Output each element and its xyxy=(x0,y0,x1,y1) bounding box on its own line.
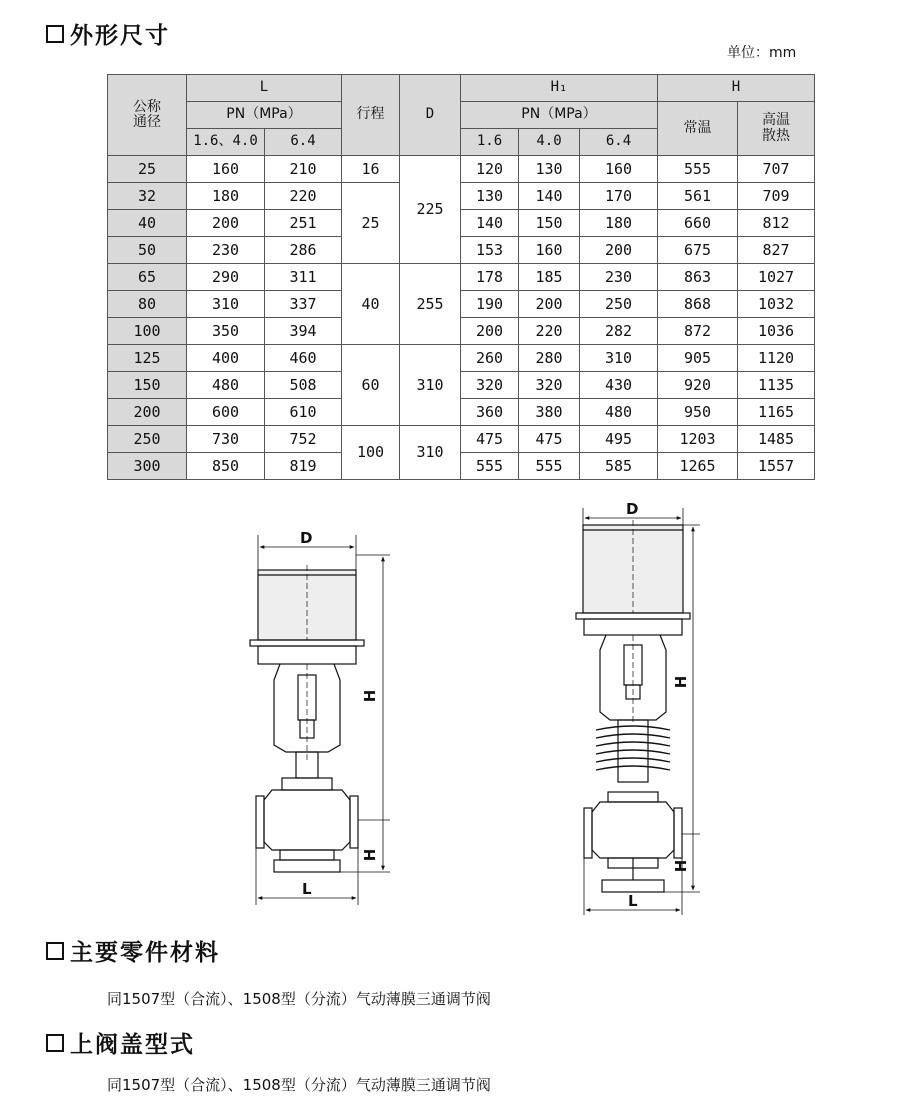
l-pn1-header: 1.6、4.0 xyxy=(187,129,265,156)
l1-cell: 160 xyxy=(187,156,265,183)
dn-cell: 125 xyxy=(108,345,187,372)
hn-cell: 872 xyxy=(658,318,738,345)
hn-cell: 905 xyxy=(658,345,738,372)
l2-cell: 752 xyxy=(265,426,342,453)
high-temp-valve-drawing xyxy=(576,508,700,915)
stroke-cell: 40 xyxy=(342,264,400,345)
right-h-label: H xyxy=(672,675,690,689)
dimensions-title-text: 外形尺寸 xyxy=(70,23,170,49)
h1c-cell: 282 xyxy=(580,318,658,345)
stroke-cell: 25 xyxy=(342,183,400,264)
hn-cell: 1203 xyxy=(658,426,738,453)
l2-cell: 610 xyxy=(265,399,342,426)
materials-text: 同1507型（合流）、1508型（分流）气动薄膜三通调节阀 xyxy=(107,990,491,1008)
materials-title-text: 主要零件材料 xyxy=(70,940,220,966)
bonnet-title-text: 上阀盖型式 xyxy=(70,1032,195,1058)
nominal-diameter-header: 公称 通径 xyxy=(108,75,187,156)
l2-cell: 508 xyxy=(265,372,342,399)
hh-cell: 812 xyxy=(738,210,815,237)
h1a-cell: 360 xyxy=(461,399,519,426)
l2-cell: 460 xyxy=(265,345,342,372)
dn-cell: 300 xyxy=(108,453,187,480)
materials-section-title xyxy=(46,934,220,967)
h-header: H xyxy=(658,75,815,102)
hn-cell: 863 xyxy=(658,264,738,291)
h1a-cell: 130 xyxy=(461,183,519,210)
right-l-label: L xyxy=(628,892,638,910)
h1a-cell: 320 xyxy=(461,372,519,399)
dn-cell: 150 xyxy=(108,372,187,399)
hh-cell: 827 xyxy=(738,237,815,264)
h1a-cell: 260 xyxy=(461,345,519,372)
h1-pn2-header: 4.0 xyxy=(519,129,580,156)
l1-cell: 310 xyxy=(187,291,265,318)
stroke-cell: 60 xyxy=(342,345,400,426)
h1b-cell: 130 xyxy=(519,156,580,183)
hh-cell: 709 xyxy=(738,183,815,210)
hh-cell: 1032 xyxy=(738,291,815,318)
h1b-cell: 150 xyxy=(519,210,580,237)
h1a-cell: 178 xyxy=(461,264,519,291)
hh-cell: 1135 xyxy=(738,372,815,399)
l1-cell: 600 xyxy=(187,399,265,426)
h1b-cell: 220 xyxy=(519,318,580,345)
normal-temp-header: 常温 xyxy=(658,102,738,156)
hn-cell: 950 xyxy=(658,399,738,426)
h1c-cell: 230 xyxy=(580,264,658,291)
stroke-cell: 16 xyxy=(342,156,400,183)
hn-cell: 660 xyxy=(658,210,738,237)
hn-cell: 920 xyxy=(658,372,738,399)
h1b-cell: 160 xyxy=(519,237,580,264)
h1b-cell: 280 xyxy=(519,345,580,372)
h1c-cell: 200 xyxy=(580,237,658,264)
h1c-cell: 170 xyxy=(580,183,658,210)
h1c-cell: 495 xyxy=(580,426,658,453)
l-header: L xyxy=(187,75,342,102)
d-cell: 310 xyxy=(400,345,461,426)
left-l-label: L xyxy=(302,880,312,898)
l1-cell: 350 xyxy=(187,318,265,345)
l2-cell: 220 xyxy=(265,183,342,210)
hh-cell: 1120 xyxy=(738,345,815,372)
h1b-cell: 185 xyxy=(519,264,580,291)
h1-header: H₁ xyxy=(461,75,658,102)
h1c-cell: 430 xyxy=(580,372,658,399)
dn-cell: 65 xyxy=(108,264,187,291)
hn-cell: 675 xyxy=(658,237,738,264)
l1-cell: 730 xyxy=(187,426,265,453)
l-pn-header: PN（MPa） xyxy=(187,102,342,129)
right-d-label: D xyxy=(626,500,639,518)
h1c-cell: 310 xyxy=(580,345,658,372)
h1b-cell: 200 xyxy=(519,291,580,318)
h1a-cell: 153 xyxy=(461,237,519,264)
h1a-cell: 140 xyxy=(461,210,519,237)
unit-label: 单位：mm xyxy=(727,45,797,61)
left-d-label: D xyxy=(300,529,313,547)
dn-cell: 25 xyxy=(108,156,187,183)
h1b-cell: 475 xyxy=(519,426,580,453)
hh-cell: 1027 xyxy=(738,264,815,291)
hh-cell: 1557 xyxy=(738,453,815,480)
l1-cell: 480 xyxy=(187,372,265,399)
h1-pn3-header: 6.4 xyxy=(580,129,658,156)
bonnet-text: 同1507型（合流）、1508型（分流）气动薄膜三通调节阀 xyxy=(107,1076,491,1094)
l2-cell: 210 xyxy=(265,156,342,183)
l2-cell: 251 xyxy=(265,210,342,237)
hn-cell: 868 xyxy=(658,291,738,318)
h1a-cell: 475 xyxy=(461,426,519,453)
stroke-header: 行程 xyxy=(342,75,400,156)
l2-cell: 286 xyxy=(265,237,342,264)
hh-cell: 707 xyxy=(738,156,815,183)
dn-cell: 50 xyxy=(108,237,187,264)
l1-cell: 290 xyxy=(187,264,265,291)
left-h-label: H xyxy=(361,689,379,703)
h1b-cell: 320 xyxy=(519,372,580,399)
h1c-cell: 180 xyxy=(580,210,658,237)
right-h1-label: H xyxy=(672,859,690,873)
checkbox-icon xyxy=(46,1034,64,1052)
hn-cell: 561 xyxy=(658,183,738,210)
dn-cell: 250 xyxy=(108,426,187,453)
l1-cell: 180 xyxy=(187,183,265,210)
h1c-cell: 160 xyxy=(580,156,658,183)
d-header: D xyxy=(400,75,461,156)
hn-cell: 1265 xyxy=(658,453,738,480)
l2-cell: 394 xyxy=(265,318,342,345)
l1-cell: 400 xyxy=(187,345,265,372)
h1b-cell: 555 xyxy=(519,453,580,480)
dn-cell: 32 xyxy=(108,183,187,210)
stroke-cell: 100 xyxy=(342,426,400,480)
d-cell: 225 xyxy=(400,156,461,264)
left-h1-label: H xyxy=(361,848,379,862)
hh-cell: 1165 xyxy=(738,399,815,426)
l2-cell: 337 xyxy=(265,291,342,318)
l-pn2-header: 6.4 xyxy=(265,129,342,156)
h1c-cell: 250 xyxy=(580,291,658,318)
h1a-cell: 555 xyxy=(461,453,519,480)
hh-cell: 1485 xyxy=(738,426,815,453)
bonnet-section-title xyxy=(46,1026,195,1059)
high-temp-header: 高温 散热 xyxy=(738,102,815,156)
h1a-cell: 120 xyxy=(461,156,519,183)
h1a-cell: 190 xyxy=(461,291,519,318)
h1c-cell: 480 xyxy=(580,399,658,426)
l1-cell: 850 xyxy=(187,453,265,480)
d-cell: 310 xyxy=(400,426,461,480)
dn-cell: 100 xyxy=(108,318,187,345)
h1b-cell: 380 xyxy=(519,399,580,426)
l2-cell: 819 xyxy=(265,453,342,480)
dn-cell: 200 xyxy=(108,399,187,426)
l2-cell: 311 xyxy=(265,264,342,291)
h1c-cell: 585 xyxy=(580,453,658,480)
h1-pn1-header: 1.6 xyxy=(461,129,519,156)
checkbox-icon xyxy=(46,942,64,960)
l1-cell: 230 xyxy=(187,237,265,264)
dn-cell: 80 xyxy=(108,291,187,318)
hn-cell: 555 xyxy=(658,156,738,183)
hh-cell: 1036 xyxy=(738,318,815,345)
h1b-cell: 140 xyxy=(519,183,580,210)
dn-cell: 40 xyxy=(108,210,187,237)
h1-pn-header: PN（MPa） xyxy=(461,102,658,129)
l1-cell: 200 xyxy=(187,210,265,237)
h1a-cell: 200 xyxy=(461,318,519,345)
d-cell: 255 xyxy=(400,264,461,345)
